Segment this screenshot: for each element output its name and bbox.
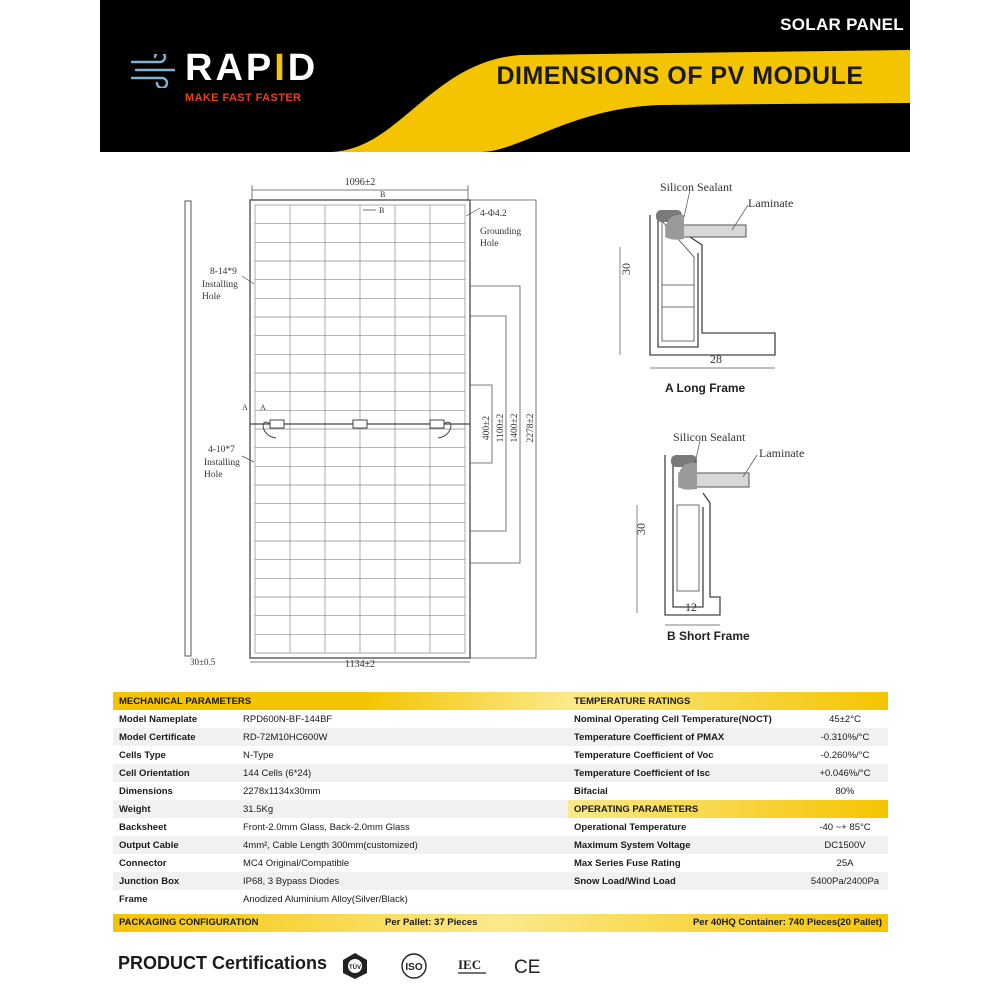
long-frame-laminate: Laminate xyxy=(748,196,794,210)
operating-row-label: Maximum System Voltage xyxy=(568,836,802,854)
short-frame-sealant: Silicon Sealant xyxy=(673,430,746,444)
dim-height-total: 2278±2 xyxy=(526,413,536,443)
temperature-row-value: 45±2°C xyxy=(829,713,861,725)
temperature-rows xyxy=(568,710,888,890)
side-profile xyxy=(185,201,191,656)
temperature-row xyxy=(568,764,888,782)
product-certifications xyxy=(118,952,568,980)
mechanical-row xyxy=(113,710,568,728)
temperature-row-value: 80% xyxy=(835,785,855,797)
mechanical-row-label: Weight xyxy=(113,800,237,818)
mechanical-row-value: IP68, 3 Bypass Diodes xyxy=(237,872,568,890)
operating-row xyxy=(568,836,888,854)
dim-height-1400: 1400±2 xyxy=(510,413,520,443)
operating-header-row xyxy=(568,800,888,818)
short-frame-section xyxy=(625,425,835,650)
operating-row-value: DC1500V xyxy=(802,836,888,854)
operating-row-label: Snow Load/Wind Load xyxy=(568,872,802,890)
operating-row-label: Operational Temperature xyxy=(574,821,687,833)
installing-hole-top-spec: 8-14*9 xyxy=(210,267,237,277)
brand-right: D xyxy=(287,47,319,89)
junction-box-center xyxy=(353,420,367,428)
installing-hole-top-label2: Hole xyxy=(202,292,221,302)
tuv-seal-icon xyxy=(340,952,370,980)
brand-slogan: MAKE FAST FASTER xyxy=(185,92,302,104)
junction-box-left xyxy=(270,420,284,428)
temperature-row xyxy=(568,782,888,800)
mechanical-row xyxy=(113,782,568,800)
cell-grid xyxy=(255,205,465,653)
page-title: DIMENSIONS OF PV MODULE xyxy=(496,62,864,90)
operating-header: OPERATING PARAMETERS xyxy=(568,800,888,818)
packaging-bar xyxy=(113,914,888,932)
temperature-row xyxy=(568,728,888,746)
ce-text: CE xyxy=(514,957,541,978)
certifications-title: PRODUCT Certifications xyxy=(118,953,328,973)
iec-text: IEC xyxy=(458,957,482,972)
solar-panel-tag: SOLAR PANEL xyxy=(780,15,904,34)
dim-width-bottom: 1134±2 xyxy=(344,659,376,670)
mechanical-row-value: RD-72M10HC600W xyxy=(237,728,568,746)
mechanical-row-label: Cell Orientation xyxy=(113,764,237,782)
operating-row-label: Max Series Fuse Rating xyxy=(574,857,681,869)
long-frame-section xyxy=(610,175,830,400)
grounding-hole-label2: Hole xyxy=(480,239,499,249)
installing-hole-bottom-label2: Hole xyxy=(204,470,223,480)
installing-hole-top-label1: Installing xyxy=(202,280,238,290)
mechanical-row-label: Backsheet xyxy=(119,821,167,833)
temperature-row-value: -0.310%/°C xyxy=(802,728,888,746)
mechanical-row-value: 2278x1134x30mm xyxy=(243,785,321,797)
packaging-per-pallet: Per Pallet: 37 Pieces xyxy=(385,917,478,928)
long-frame-width: 28 xyxy=(710,352,722,366)
iec-logo-icon xyxy=(456,952,500,980)
junction-box-right xyxy=(430,420,444,428)
mechanical-row-value: 4mm², Cable Length 300mm(customized) xyxy=(237,836,568,854)
temperature-row-value: +0.046%/°C xyxy=(802,764,888,782)
mechanical-row xyxy=(113,854,568,872)
mechanical-row xyxy=(113,818,568,836)
mechanical-row-label: Junction Box xyxy=(113,872,237,890)
short-frame-width: 12 xyxy=(685,600,697,614)
mechanical-row xyxy=(113,800,568,818)
short-frame-laminate: Laminate xyxy=(759,446,805,460)
operating-row-value: -40 ~+ 85°C xyxy=(819,821,871,833)
dim-height-1100: 1100±2 xyxy=(496,413,506,443)
rapid-logo[interactable] xyxy=(130,46,370,116)
dim-height-400: 400±2 xyxy=(482,415,492,441)
mechanical-row-value: N-Type xyxy=(243,749,274,761)
section-a-right: A xyxy=(260,403,266,412)
iso-seal-icon xyxy=(398,952,430,980)
mechanical-row-label: Dimensions xyxy=(119,785,173,797)
packaging-label: PACKAGING CONFIGURATION xyxy=(119,917,259,928)
mechanical-row-value: Front-2.0mm Glass, Back-2.0mm Glass xyxy=(243,821,410,833)
section-a-left: A xyxy=(242,403,248,412)
temperature-row xyxy=(568,746,888,764)
mechanical-row xyxy=(113,746,568,764)
mechanical-row xyxy=(113,836,568,854)
temperature-row-value: -0.260%/°C xyxy=(820,749,870,761)
installing-hole-bottom-spec: 4-10*7 xyxy=(208,445,235,455)
temperature-row-label: Temperature Coefficient of Voc xyxy=(574,749,714,761)
grounding-hole-spec: 4-Φ4.2 xyxy=(480,209,507,219)
mechanical-row-value: RPD600N-BF-144BF xyxy=(243,713,333,725)
brand-wordmark xyxy=(185,46,318,90)
section-b-top: B xyxy=(380,190,386,199)
long-frame-sealant: Silicon Sealant xyxy=(660,180,733,194)
mechanical-row xyxy=(113,890,568,908)
operating-row-value: 25A xyxy=(836,857,854,869)
temperature-row-label: Temperature Coefficient of PMAX xyxy=(568,728,802,746)
operating-row xyxy=(568,854,888,872)
packaging-per-container: Per 40HQ Container: 740 Pieces(20 Pallet) xyxy=(692,917,882,928)
mechanical-row-value: 31.5Kg xyxy=(237,800,568,818)
mechanical-parameters-table xyxy=(113,692,568,908)
short-frame-caption: B Short Frame xyxy=(667,629,750,643)
mechanical-header: MECHANICAL PARAMETERS xyxy=(113,692,568,710)
temperature-header: TEMPERATURE RATINGS xyxy=(568,692,888,710)
iso-text: ISO xyxy=(405,962,423,973)
mechanical-row xyxy=(113,764,568,782)
header-banner xyxy=(100,0,910,152)
operating-row xyxy=(568,872,888,890)
mechanical-row-label: Output Cable xyxy=(113,836,237,854)
mechanical-row-value: 144 Cells (6*24) xyxy=(237,764,568,782)
mechanical-row-label: Model Certificate xyxy=(113,728,237,746)
dim-thickness: 30±0.5 xyxy=(190,657,216,667)
mechanical-row xyxy=(113,728,568,746)
brand-left: RAP xyxy=(185,47,275,89)
mechanical-row-label: Model Nameplate xyxy=(119,713,198,725)
long-frame-height: 30 xyxy=(619,263,633,275)
temperature-row xyxy=(568,710,888,728)
mechanical-row-value: MC4 Original/Compatible xyxy=(243,857,350,869)
long-frame-caption: A Long Frame xyxy=(665,381,746,395)
operating-row-value: 5400Pa/2400Pa xyxy=(802,872,888,890)
operating-row xyxy=(568,818,888,836)
temperature-row-label: Temperature Coefficient of Isc xyxy=(568,764,802,782)
dim-width-top: 1096±2 xyxy=(344,177,376,188)
temperature-row-label: Bifacial xyxy=(574,785,608,797)
section-b-label: B xyxy=(379,206,385,215)
tuv-text: TÜV xyxy=(349,965,361,971)
brand-bolt: I xyxy=(274,47,288,89)
mechanical-row-value: Anodized Aluminium Alloy(Silver/Black) xyxy=(243,893,408,905)
temperature-row-label: Nominal Operating Cell Temperature(NOCT) xyxy=(574,713,772,725)
mechanical-row-label: Frame xyxy=(119,893,148,905)
ce-mark-icon xyxy=(512,952,546,980)
installing-hole-bottom-label1: Installing xyxy=(204,458,240,468)
mechanical-row xyxy=(113,872,568,890)
mechanical-rows xyxy=(113,710,568,908)
mechanical-row-label: Connector xyxy=(119,857,167,869)
short-frame-height: 30 xyxy=(634,523,648,535)
grounding-hole-label1: Grounding xyxy=(480,227,522,237)
mechanical-row-label: Cells Type xyxy=(119,749,166,761)
wind-lines-icon xyxy=(130,54,180,88)
temperature-ratings-table xyxy=(568,692,888,890)
pv-module-drawing xyxy=(180,168,560,673)
